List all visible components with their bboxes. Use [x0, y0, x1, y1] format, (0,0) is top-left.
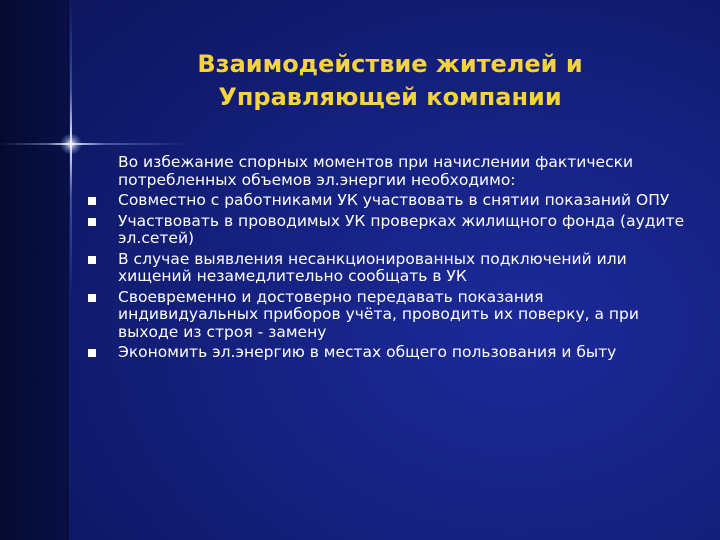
bullet-text: Совместно с работниками УК участвовать в снятии показаний ОПУ: [118, 191, 670, 209]
intro-text: Во избежание спорных моментов при начислении фактически потребленных объемов эл.энергии необходимо:: [118, 153, 634, 189]
square-bullet-icon: [88, 256, 96, 264]
slide-title-line-1: Взаимодействие жителей и: [197, 50, 583, 78]
bullet-item: [118, 344, 688, 362]
bullet-text: Своевременно и достоверно передавать показания индивидуальных приборов учёта, проводить их поверку, а при выходе из строя - замену: [118, 287, 639, 341]
bullet-item: [118, 213, 688, 248]
slide-body: [118, 154, 688, 362]
left-decorative-band: [0, 0, 68, 540]
left-band-edge: [67, 0, 69, 540]
bullet-item: [118, 289, 688, 342]
slide-title-line-2: Управляющей компании: [218, 83, 562, 111]
square-bullet-icon: [88, 349, 96, 357]
square-bullet-icon: [88, 294, 96, 302]
bullet-item: [118, 251, 688, 286]
square-bullet-icon: [88, 218, 96, 226]
bullet-text: В случае выявления несанкционированных подключений или хищений незамедлительно сообщать в УК: [118, 249, 627, 285]
bullet-text: Участвовать в проводимых УК проверках жилищного фонда (аудите эл.сетей): [118, 211, 685, 247]
sparkle-star-icon: [60, 134, 82, 154]
bullet-list: [118, 192, 688, 362]
bullet-text: Экономить эл.энергию в местах общего пользования и быту: [118, 343, 617, 361]
square-bullet-icon: [88, 197, 96, 205]
bullet-item: [118, 192, 688, 210]
slide-title: [110, 48, 670, 114]
sparkle-horizontal-ray: [0, 143, 190, 145]
